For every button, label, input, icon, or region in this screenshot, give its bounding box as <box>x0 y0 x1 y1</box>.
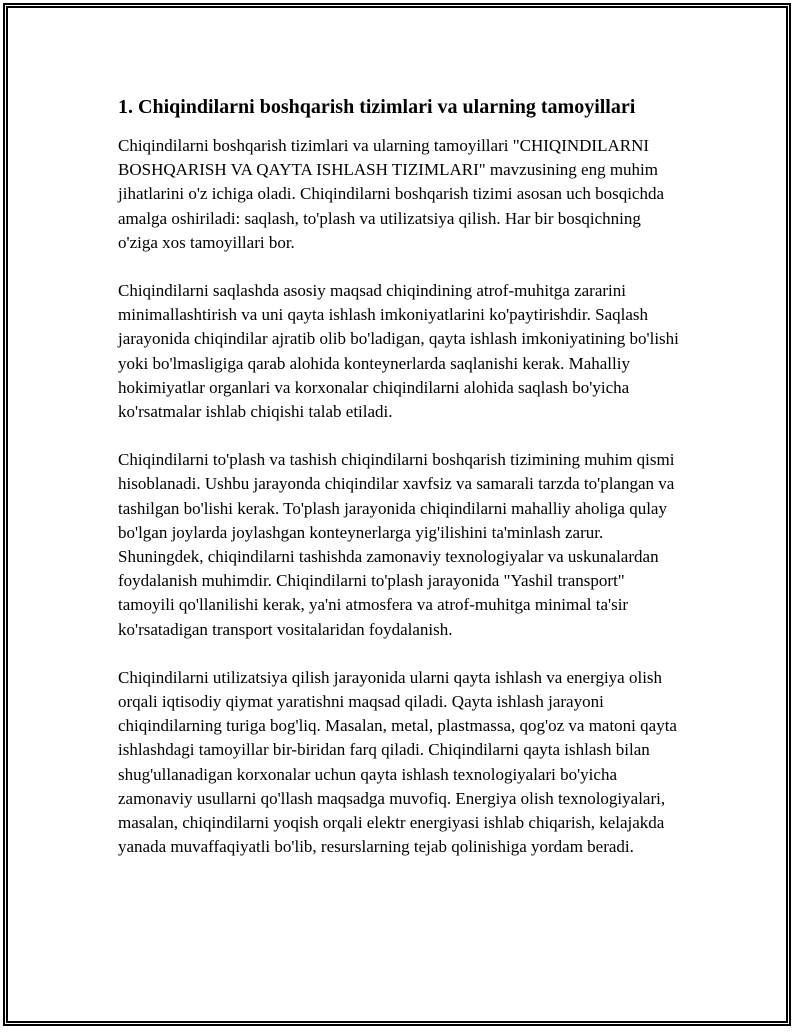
paragraph-collection: Chiqindilarni to'plash va tashish chiqindilarni boshqarish tizimining muhim qismi hisoblanadi. Ushbu jarayonda chiqindilar xavfsiz va samarali tarzda to'plangan va tashilgan bo'lishi kerak. To'plash jarayonida chiqindilarni mahalliy aholiga qulay bo'lgan joylarda joylashgan konteynerlarga yig'ilishini ta'minlash zarur. Shuningdek, chiqindilarni tashishda zamonaviy texnologiyalar va uskunalardan foydalanish muhimdir. Chiqindilarni to'plash jarayonida "Yashil transport" tamoyili qo'llanilishi kerak, ya'ni atmosfera va atrof-muhitga minimal ta'sir ko'rsatadigan transport vositalaridan foydalanish. <box>118 450 675 639</box>
document-title: 1. Chiqindilarni boshqarish tizimlari va ularning tamoyillari <box>118 96 636 118</box>
paragraph-intro: Chiqindilarni boshqarish tizimlari va ularning tamoyillari "CHIQINDILARNI BOSHQARISH VA QAYTA ISHLASH TIZIMLARI" mavzusining eng muhim jihatlarini o'z ichiga oladi. Chiqindilarni boshqarish tizimi asosan uch bosqichda amalga oshiriladi: saqlash, to'plash va utilizatsiya qilish. Har bir bosqichning o'ziga xos tamoyillari bor. <box>118 136 665 252</box>
paragraph-utilization: Chiqindilarni utilizatsiya qilish jarayonida ularni qayta ishlash va energiya olish orqali iqtisodiy qiymat yaratishni maqsad qiladi. Qayta ishlash jarayoni chiqindilarning turiga bog'liq. Masalan, metal, plastmassa, qog'oz va matoni qayta ishlashdagi tamoyillar bir-biridan farq qiladi. Chiqindilarni qayta ishlash bilan shug'ullanadigan korxonalar uchun qayta ishlash texnologiyalari bo'yicha zamonaviy usullarni qo'llash maqsadga muvofiq. Energiya olish texnologiyalari, masalan, chiqindilarni yoqish orqali elektr energiyasi ishlab chiqarish, kelajakda yanada muvaffaqiyatli bo'lib, resurslarning tejab qolinishiga yordam beradi. <box>118 667 677 857</box>
paragraph-storage: Chiqindilarni saqlashda asosiy maqsad chiqindining atrof-muhitga zararini minimallashtirish va uni qayta ishlash imkoniyatlarini ko'paytirishdir. Saqlash jarayonida chiqindilar ajratib olib bo'ladigan, qayta ishlash imkoniyatining bo'lishi yoki bo'lmasligiga qarab alohida konteynerlarda saqlanishi kerak. Mahalliy hokimiyatlar organlari va korxonalar chiqindilarni alohida saqlash bo'yicha ko'rsatmalar ishlab chiqishi talab etiladi. <box>118 281 679 422</box>
document-body <box>118 94 684 883</box>
